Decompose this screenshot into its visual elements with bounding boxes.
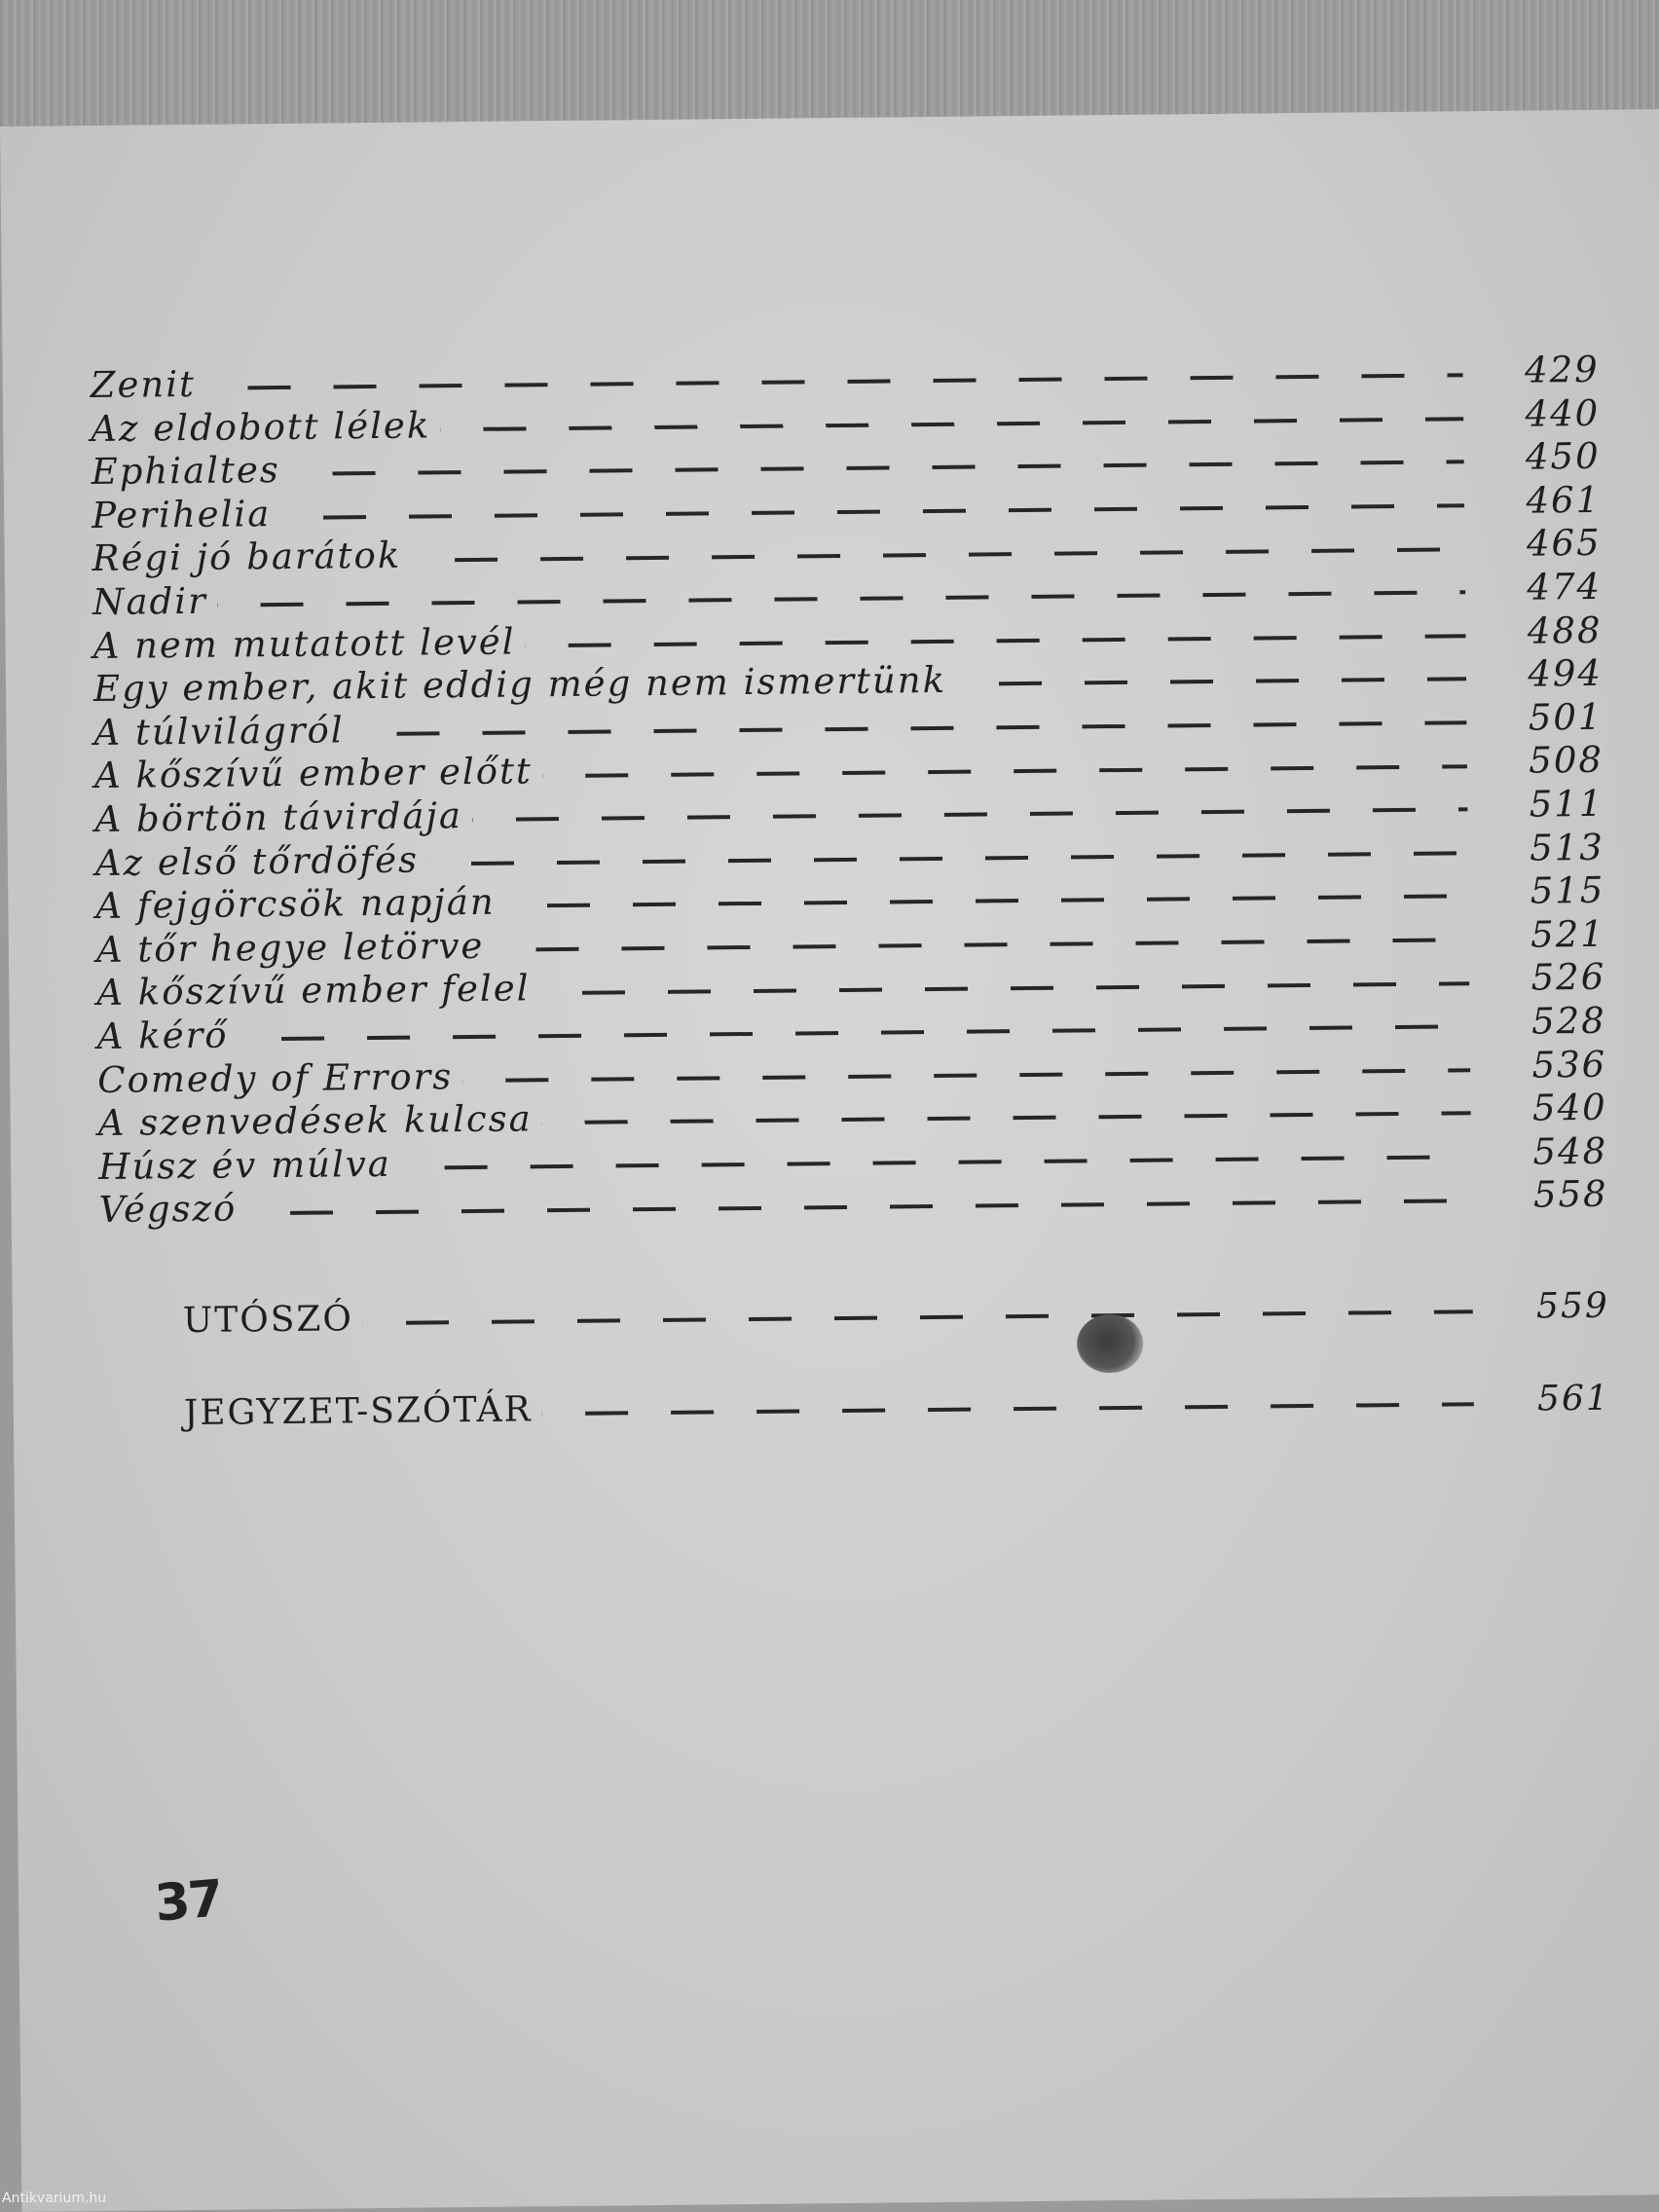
dash-leader <box>505 895 1469 908</box>
toc-entry-page: 515 <box>1530 868 1605 912</box>
toc-section-page: 561 <box>1536 1378 1610 1419</box>
toc-entry-title: A nem mutatott levél <box>92 620 516 667</box>
toc-entry-title: A fejgörcsök napján <box>95 880 496 928</box>
toc-entry-title: Az eldobott lélek <box>91 403 431 450</box>
toc-entry-page: 548 <box>1532 1129 1608 1173</box>
dash-leader <box>494 938 1469 951</box>
toc-entry-page: 521 <box>1530 912 1605 956</box>
dash-leader <box>205 374 1463 391</box>
dash-leader <box>428 851 1468 866</box>
toc-section-afterword <box>100 1286 1609 1342</box>
book-page <box>0 109 1659 2212</box>
toc-entry-title: Nadir <box>92 579 207 623</box>
dash-leader <box>542 764 1467 778</box>
toc-entry-title: Húsz év múlva <box>97 1142 392 1188</box>
toc-entry-page: 511 <box>1529 782 1604 826</box>
toc-entry-page: 501 <box>1528 695 1604 739</box>
toc-entry-page: 536 <box>1531 1043 1607 1087</box>
dash-leader <box>290 461 1464 477</box>
dash-leader <box>354 720 1467 736</box>
toc-entry-page: 558 <box>1532 1173 1608 1216</box>
ink-stain <box>1077 1314 1144 1374</box>
toc-entry-page: 526 <box>1530 956 1606 999</box>
toc-entry-page: 513 <box>1529 826 1605 869</box>
toc-entry-title: A kérő <box>96 1014 229 1057</box>
table-of-contents <box>91 349 1608 1233</box>
dash-leader <box>539 981 1469 995</box>
handwritten-note: 37 <box>152 1869 224 1934</box>
toc-entry-page: 488 <box>1527 608 1603 652</box>
dash-leader <box>280 503 1464 520</box>
toc-entry-title: A tőr hegye letörve <box>95 924 485 971</box>
dash-leader <box>542 1402 1474 1416</box>
dash-leader <box>472 807 1467 822</box>
toc-entry-page: 474 <box>1527 565 1603 608</box>
toc-entry-title: A kőszívű ember előtt <box>93 750 533 797</box>
watermark: Antikvarium.hu <box>2 2191 107 2206</box>
toc-entry-page: 465 <box>1526 522 1602 565</box>
dash-leader <box>239 1024 1470 1041</box>
toc-entry-title: Ephialtes <box>91 449 280 494</box>
toc-entry-page: 461 <box>1526 478 1602 522</box>
dash-leader <box>363 1309 1473 1325</box>
toc-entry-page: 508 <box>1529 739 1604 782</box>
dash-leader <box>440 417 1463 431</box>
toc-entry-title: Comedy of Errors <box>97 1054 454 1101</box>
toc-entry-page: 540 <box>1531 1086 1607 1129</box>
dash-leader <box>525 634 1465 647</box>
dash-leader <box>246 1198 1471 1215</box>
toc-section-glossary <box>101 1379 1610 1434</box>
dash-leader <box>217 591 1465 608</box>
toc-section-title: JEGYZET-SZÓTÁR <box>183 1389 533 1434</box>
toc-entry-title: A túlvilágról <box>93 709 345 754</box>
toc-entry-page: 494 <box>1528 651 1604 695</box>
toc-entry-title: Az első tőrdöfés <box>94 838 420 884</box>
toc-entry-title: A börtön távirdája <box>94 794 463 840</box>
dash-leader <box>411 547 1464 562</box>
toc-entry-page: 440 <box>1525 391 1601 435</box>
dash-leader <box>542 1112 1471 1125</box>
toc-entry-page: 429 <box>1524 348 1600 391</box>
toc-entry-title: Végszó <box>98 1187 238 1232</box>
dash-leader <box>956 678 1466 686</box>
dash-leader <box>401 1155 1471 1170</box>
toc-entry-title: A szenvedések kulcsa <box>97 1097 533 1145</box>
dash-leader <box>462 1068 1470 1083</box>
toc-entry-page: 450 <box>1525 434 1601 478</box>
toc-section-title: UTÓSZÓ <box>182 1299 354 1342</box>
toc-entry-title: Zenit <box>90 362 197 407</box>
toc-entry-page: 528 <box>1530 999 1606 1043</box>
toc-entry-title: Régi jó barátok <box>92 535 402 580</box>
toc-entry-title: Egy ember, akit eddig még nem ismertünk <box>92 659 947 711</box>
toc-entry-title: A kőszívű ember felel <box>96 967 531 1014</box>
toc-entry-title: Perihelia <box>91 492 272 536</box>
toc-section-page: 559 <box>1535 1285 1609 1327</box>
